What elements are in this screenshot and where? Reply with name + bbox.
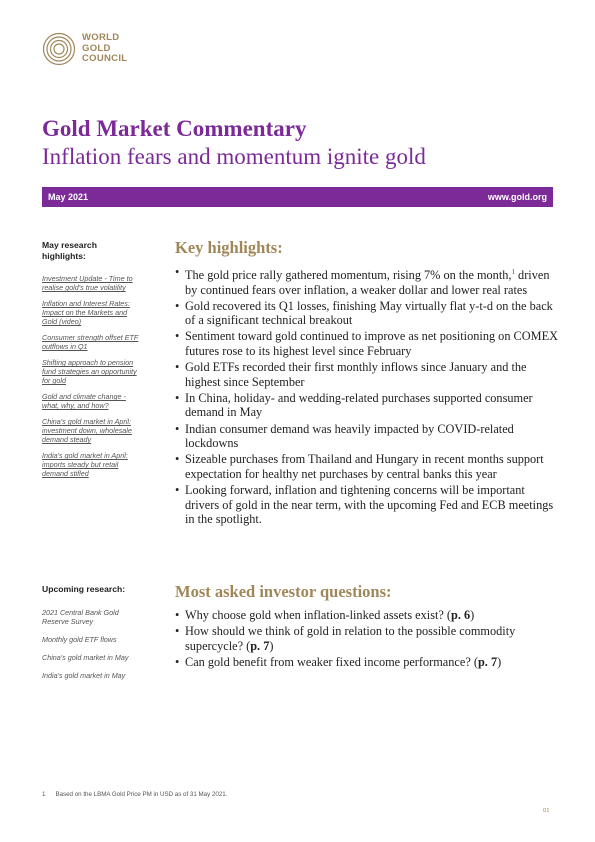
highlight-item: • Gold recovered its Q1 losses, finishing May virtually flat y-t-d on the back of a significant technical breakout (175, 299, 560, 328)
question-item (175, 624, 560, 653)
key-highlights-list (175, 265, 560, 528)
highlight-item: • In China, holiday- and wedding-related purchases supported consumer demand in May (175, 391, 560, 420)
highlight-text: driven by continued fears over inflation, a weaker dollar and lower real rates (185, 268, 550, 297)
logo-line-2: GOLD (82, 42, 111, 54)
page-ref-link[interactable]: p. 7 (477, 654, 498, 669)
research-link-climate-change[interactable]: Gold and climate change - what, why, and how? (42, 392, 126, 410)
footnote (42, 791, 227, 798)
highlight-item: • Sentiment toward gold continued to improve as net positioning on COMEX futures rose to its highest level since February (175, 329, 560, 358)
sidebar-upcoming-list (42, 608, 142, 680)
question-text: Can gold benefit from weaker fixed income performance? ( (185, 654, 478, 669)
page-title: Gold Market Commentary (42, 116, 307, 141)
upcoming-item-etf-flows: Monthly gold ETF flows (42, 635, 117, 644)
world-gold-council-logo (42, 28, 152, 70)
highlight-item: • Looking forward, inflation and tightening concerns will be important drivers of gold in the near term, with the upcoming Fed and ECB meetings in the spotlight. (175, 483, 560, 527)
upcoming-item-central-bank-survey: 2021 Central Bank Gold Reserve Survey (42, 608, 119, 626)
investor-questions-heading: Most asked investor questions: (175, 582, 392, 601)
research-link-consumer-strength[interactable]: Consumer strength offset ETF outflows in Q1 (42, 333, 139, 351)
highlight-item: • Gold ETFs recorded their first monthly inflows since January and the highest since September (175, 360, 560, 389)
question-text: Why choose gold when inflation-linked assets exist? ( (185, 608, 452, 622)
research-link-inflation-video[interactable]: Inflation and Interest Rates: Impact on the Markets and Gold (video) (42, 299, 130, 326)
highlight-text: The gold price rally gathered momentum, rising 7% on the month, (185, 268, 512, 283)
research-link-pension-funds[interactable]: Shifting approach to pension fund strategies an opportunity for gold (42, 358, 137, 385)
banner-website-link[interactable]: www.gold.org (487, 192, 547, 202)
footnote-ref[interactable]: 1 (511, 268, 515, 276)
gold-rings-logo-icon (42, 32, 76, 66)
question-item (175, 608, 560, 623)
sidebar-research-highlights (42, 240, 142, 485)
logo-wordmark (82, 33, 127, 65)
logo-line-1: WORLD (82, 32, 120, 44)
page-ref-link[interactable]: p. 7 (250, 638, 270, 653)
question-end: ) (470, 608, 475, 622)
sidebar-upcoming-heading: Upcoming research: (42, 584, 126, 594)
question-end: ) (269, 638, 274, 653)
research-link-volatility[interactable]: Investment Update - Time to realise gold's true volatility (42, 274, 133, 292)
highlight-item (175, 265, 560, 297)
upcoming-item-china-may: China's gold market in May (42, 653, 129, 662)
sidebar-upcoming-research (42, 584, 142, 689)
upcoming-item-india-may: India's gold market in May (42, 671, 126, 680)
question-end: ) (497, 654, 502, 669)
question-text: How should we think of gold in relation to the possible commodity supercycle? ( (185, 624, 516, 653)
research-link-india-april[interactable]: India's gold market in April: imports steady but retail demand stifled (42, 451, 128, 478)
highlight-item: • Indian consumer demand was heavily impacted by COVID-related lockdowns (175, 422, 560, 451)
question-item (175, 655, 560, 670)
date-banner (42, 187, 553, 207)
key-highlights-heading: Key highlights: (175, 238, 283, 257)
investor-questions-list (175, 608, 560, 671)
page-subtitle: Inflation fears and momentum ignite gold (42, 144, 426, 169)
highlight-item: • Sizeable purchases from Thailand and Hungary in recent months support expectation for healthy net purchases by central banks this year (175, 452, 560, 481)
research-link-china-april[interactable]: China's gold market in April: investment down, wholesale demand steady (42, 417, 132, 444)
footnote-text: Based on the LBMA Gold Price PM in USD as of 31 May 2021. (55, 791, 228, 798)
logo-line-3: COUNCIL (82, 53, 128, 65)
banner-date: May 2021 (48, 192, 89, 202)
sidebar-research-heading: May research highlights: (42, 240, 97, 261)
page-ref-link[interactable]: p. 6 (451, 608, 471, 622)
page-number: 01 (543, 808, 550, 814)
footnote-number: 1 (42, 791, 46, 798)
sidebar-research-list (42, 274, 142, 478)
